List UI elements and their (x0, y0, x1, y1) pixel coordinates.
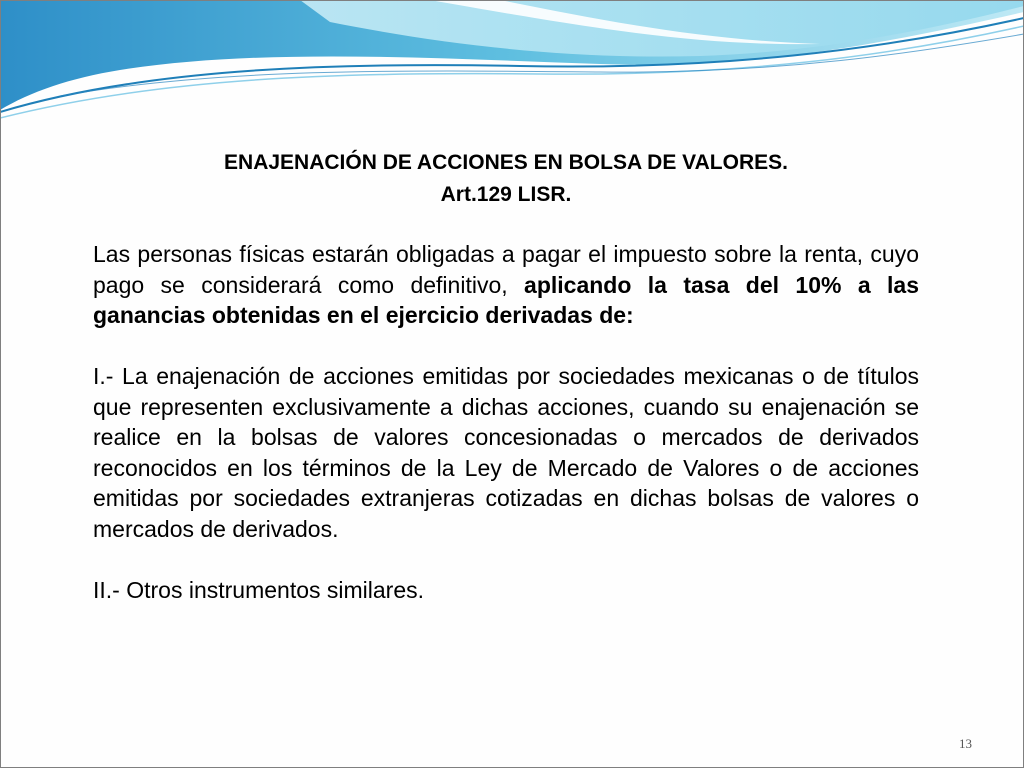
slide-body (93, 239, 919, 605)
header-wave-decoration (0, 0, 1024, 130)
page-number: 13 (959, 736, 972, 751)
title-line-1: ENAJENACIÓN DE ACCIONES EN BOLSA DE VALORES. (224, 151, 788, 174)
paragraph-intro-bold: aplicando la tasa del 10% a las ganancias obtenidas en el ejercicio derivadas de: (93, 271, 920, 328)
paragraph-intro (93, 239, 919, 331)
paragraph-intro-normal: Las personas físicas estarán obligadas a pagar el impuesto sobre la renta, cuyo pago se considerará como definitivo, (93, 241, 919, 298)
paragraph-fraction-2: II.- Otros instrumentos similares. (93, 576, 425, 603)
paragraph-fraction-1: I.- La enajenación de acciones emitidas por sociedades mexicanas o de títulos que representen exclusivamente a dichas acciones, cuando su enajenación se realice en la bolsas de valores concesionadas o mercados de derivados reconocidos en los términos de la Ley de Mercado de Valores o de acciones emitidas por sociedades extranjeras cotizadas en dichas bolsas de valores o mercados de derivados. (93, 363, 919, 542)
title-line-2: Art.129 LISR. (440, 183, 572, 206)
slide-title (93, 147, 919, 211)
